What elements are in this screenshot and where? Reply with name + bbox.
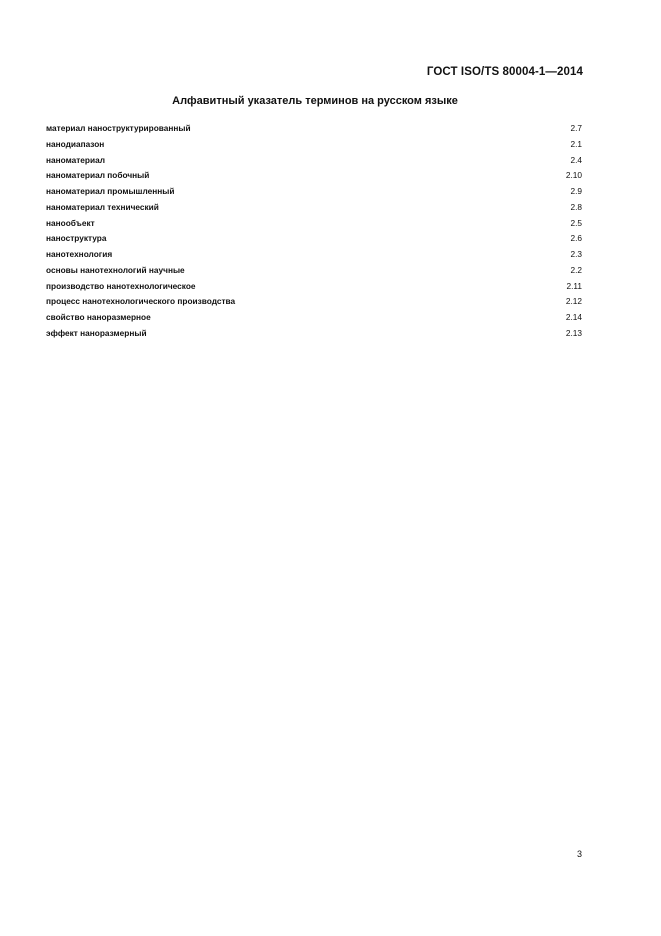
index-term: процесс нанотехнологического производства bbox=[46, 296, 236, 307]
index-term-reference: 2.3 bbox=[570, 249, 582, 259]
index-entry bbox=[46, 294, 582, 310]
index-entry bbox=[46, 184, 582, 200]
index-entry bbox=[46, 279, 582, 295]
index-entry bbox=[46, 326, 582, 342]
index-entry bbox=[46, 121, 582, 137]
index-term-reference: 2.6 bbox=[570, 233, 582, 244]
index-term-reference: 2.9 bbox=[570, 186, 582, 196]
index-term-reference: 2.8 bbox=[570, 201, 582, 212]
index-term-reference: 2.1 bbox=[570, 138, 582, 149]
term-index-list bbox=[46, 121, 582, 342]
index-term-reference: 2.14 bbox=[565, 312, 582, 322]
index-term: нанотехнология bbox=[46, 249, 113, 259]
index-term: нанодиапазон bbox=[46, 138, 105, 149]
index-entry bbox=[46, 263, 582, 279]
index-term: свойство наноразмерное bbox=[46, 312, 151, 322]
index-term-reference: 2.11 bbox=[566, 280, 582, 291]
index-term: материал наноструктурированный bbox=[46, 123, 191, 133]
index-entry bbox=[46, 168, 582, 184]
index-term-reference: 2.10 bbox=[565, 170, 582, 181]
index-title: Алфавитный указатель терминов на русском языке bbox=[172, 95, 458, 107]
standard-designation: ГОСТ ISO/TS 80004-1—2014 bbox=[426, 66, 583, 78]
index-term: наноструктура bbox=[46, 233, 107, 244]
index-term: наноматериал промышленный bbox=[46, 186, 175, 196]
index-entry bbox=[46, 216, 582, 232]
index-term-reference: 2.5 bbox=[570, 217, 582, 228]
index-entry bbox=[46, 137, 582, 153]
index-term: наноматериал bbox=[46, 154, 105, 165]
index-term-reference: 2.13 bbox=[565, 327, 582, 338]
index-entry bbox=[46, 231, 582, 247]
index-term-reference: 2.4 bbox=[570, 154, 582, 165]
page-number: 3 bbox=[576, 849, 582, 859]
index-entry bbox=[46, 153, 582, 169]
index-entry bbox=[46, 200, 582, 216]
index-term: эффект наноразмерный bbox=[46, 327, 147, 338]
index-term-reference: 2.2 bbox=[570, 264, 582, 275]
index-term: производство нанотехнологическое bbox=[46, 280, 196, 291]
index-term: наноматериал технический bbox=[46, 201, 159, 212]
index-term: нанообъект bbox=[46, 217, 95, 228]
index-term-reference: 2.12 bbox=[565, 296, 582, 307]
index-term: основы нанотехнологий научные bbox=[46, 264, 185, 275]
index-term-reference: 2.7 bbox=[570, 123, 582, 133]
index-entry bbox=[46, 310, 582, 326]
index-entry bbox=[46, 247, 582, 263]
index-term: наноматериал побочный bbox=[46, 170, 150, 181]
